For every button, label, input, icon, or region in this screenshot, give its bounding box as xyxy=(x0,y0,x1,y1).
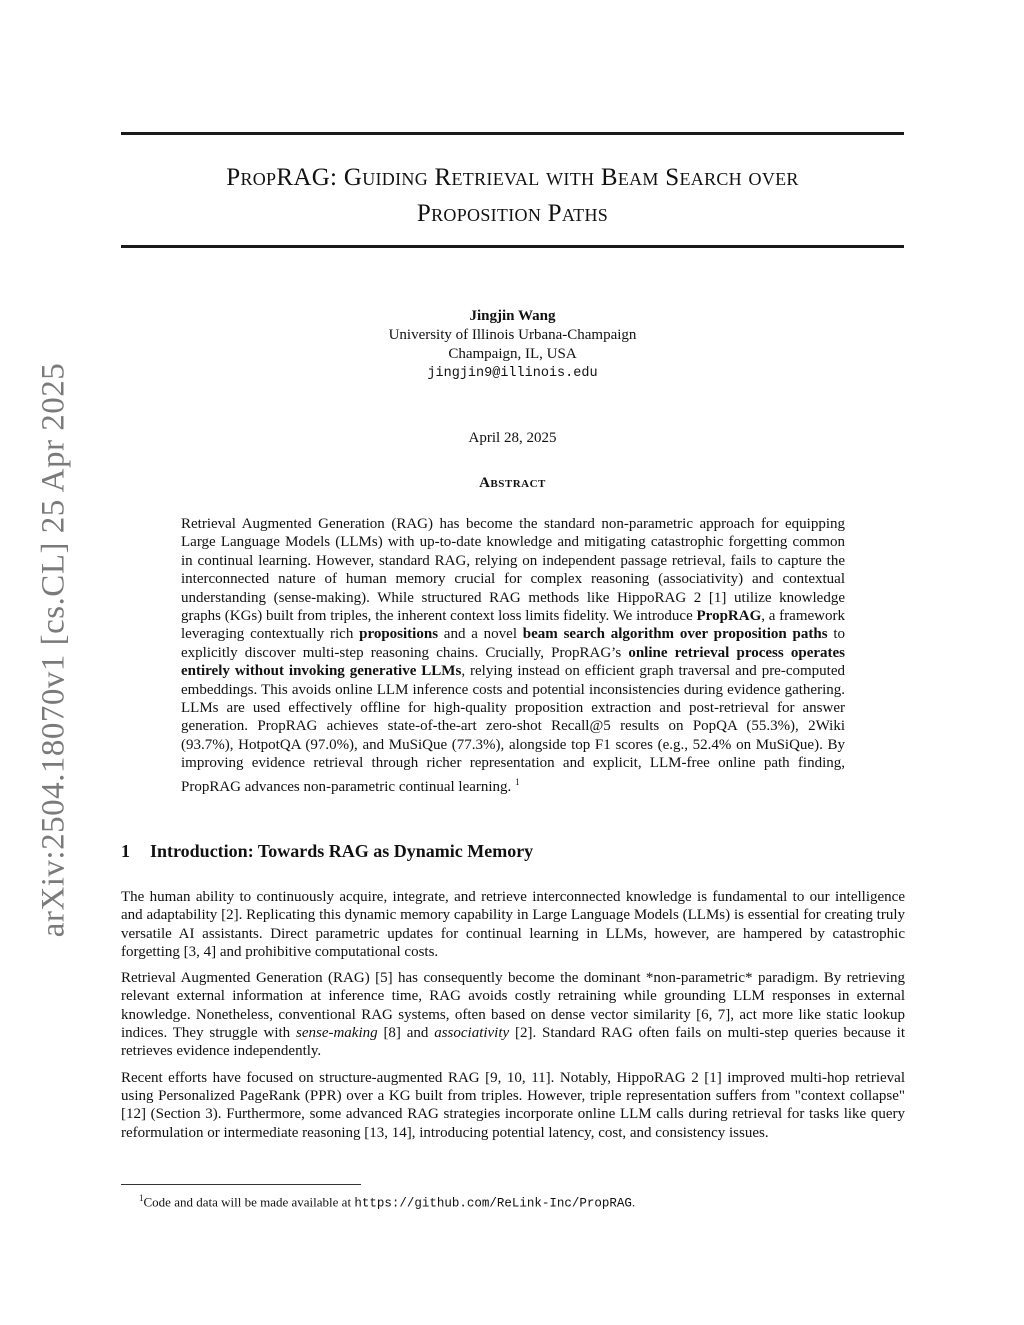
abstract-text: , a framework leveraging contextually rich xyxy=(181,608,845,643)
section-1-body xyxy=(121,888,905,1150)
abstract-heading: Abstract xyxy=(479,475,546,491)
footnote xyxy=(139,1190,635,1212)
paragraph-text: [2]. Standard RAG often fails on multi-step queries because it retrieves evidence independently. xyxy=(121,1025,905,1060)
abstract-bold-beam-search: beam search algorithm over proposition paths xyxy=(522,626,828,643)
italic-associativity: associativity xyxy=(434,1025,510,1042)
paragraph-1: The human ability to continuously acquire, integrate, and retrieve interconnected knowledge is fundamental to our intelligence and adaptability [2]. Replicating this dynamic memory capability in Large Language Models (LLMs) is essential for creating truly versatile AI assistants. Direct parametric updates for continual learning in LLMs, however, are hampered by catastrophic forgetting [3, 4] and prohibitive computational costs. xyxy=(121,889,905,960)
arxiv-side-stamp: arXiv:2504.18070v1 [cs.CL] 25 Apr 2025 xyxy=(35,362,72,938)
abstract-bold-propositions: propositions xyxy=(359,626,439,643)
title-rule-top xyxy=(121,132,904,135)
footnote-end: . xyxy=(631,1194,636,1210)
section-number: 1 xyxy=(121,841,130,861)
footnote-divider xyxy=(121,1184,361,1185)
author-block xyxy=(121,307,904,383)
abstract-text: and a novel xyxy=(438,626,523,643)
paper-date: April 28, 2025 xyxy=(468,430,557,446)
title-line-1: PropRAG: Guiding Retrieval with Beam Search over xyxy=(226,164,799,191)
paragraph-text: [8] and xyxy=(377,1025,435,1042)
footnote-url-link[interactable]: https://github.com/ReLink-Inc/PropRAG xyxy=(354,1196,632,1211)
section-title: Introduction: Towards RAG as Dynamic Memory xyxy=(150,841,534,861)
author-email[interactable]: jingjin9@illinois.edu xyxy=(427,366,598,381)
abstract-text: Retrieval Augmented Generation (RAG) has become the standard non-parametric approach for equipping Large Language Models (LLMs) with up-to-date knowledge and mitigating catastrophic forgetting common in continual learning. However, standard RAG, relying on independent passage retrieval, fails to capture the interconnected nature of human memory crucial for complex reasoning (associativity) and contextual understanding (sense-making). While structured RAG methods like HippoRAG 2 [1] utilize knowledge graphs (KGs) built from triples, the inherent context loss limits fidelity. We introduce xyxy=(181,516,845,625)
title-line-2: Proposition Paths xyxy=(416,200,609,227)
italic-sense-making: sense-making xyxy=(295,1025,378,1042)
abstract-body xyxy=(181,515,845,796)
footnote-text: Code and data will be made available at xyxy=(143,1194,355,1210)
author-location: Champaign, IL, USA xyxy=(448,346,577,362)
paragraph-2 xyxy=(121,969,905,1060)
title-rule-bottom xyxy=(121,245,904,248)
footnote-mark: 1 xyxy=(139,1193,144,1203)
author-name: Jingjin Wang xyxy=(469,308,556,324)
author-affiliation: University of Illinois Urbana-Champaign xyxy=(388,327,637,343)
footnote-reference[interactable]: 1 xyxy=(515,776,520,787)
section-1-heading xyxy=(121,841,533,862)
abstract-text: , relying instead on efficient graph traversal and pre-computed embeddings. This avoids online LLM inference costs and potential inconsistencies during evidence gathering. LLMs are used effectively offline for high-quality proposition extraction and post-retrieval for answer generation. PropRAG achieves state-of-the-art zero-shot Recall@5 results on PopQA (55.3%), 2Wiki (93.7%), HotpotQA (97.0%), and MuSiQue (77.3%), alongside top F1 scores (e.g., 52.4% on MuSiQue). By improving evidence retrieval through richer representation and explicit, LLM-free online path finding, PropRAG advances non-parametric continual learning. xyxy=(181,663,845,795)
abstract-text: to explicitly discover multi-step reasoning chains. Crucially, PropRAG’s xyxy=(181,626,845,661)
abstract-bold-online-retrieval: online retrieval process operates entirely without invoking generative LLMs xyxy=(181,644,846,680)
abstract-bold-proprag: PropRAG xyxy=(696,608,762,625)
paper-title xyxy=(121,160,904,232)
paragraph-text: Retrieval Augmented Generation (RAG) [5] has consequently become the dominant *non-parametric* paradigm. By retrieving relevant external information at inference time, RAG avoids costly retraining while grounding LLM responses in external knowledge. Nonetheless, conventional RAG systems, often based on dense vector similarity [6, 7], act more like static lookup indices. They struggle with xyxy=(121,970,905,1042)
paragraph-3: Recent efforts have focused on structure-augmented RAG [9, 10, 11]. Notably, HippoRAG 2 [1] improved multi-hop retrieval using Personalized PageRank (PPR) over a KG built from triples. However, triple representation suffers from "context collapse" [12] (Section 3). Furthermore, some advanced RAG strategies incorporate online LLM calls during retrieval for tasks like query reformulation or intermediate reasoning [13, 14], introducing potential latency, cost, and consistency issues. xyxy=(121,1069,905,1141)
